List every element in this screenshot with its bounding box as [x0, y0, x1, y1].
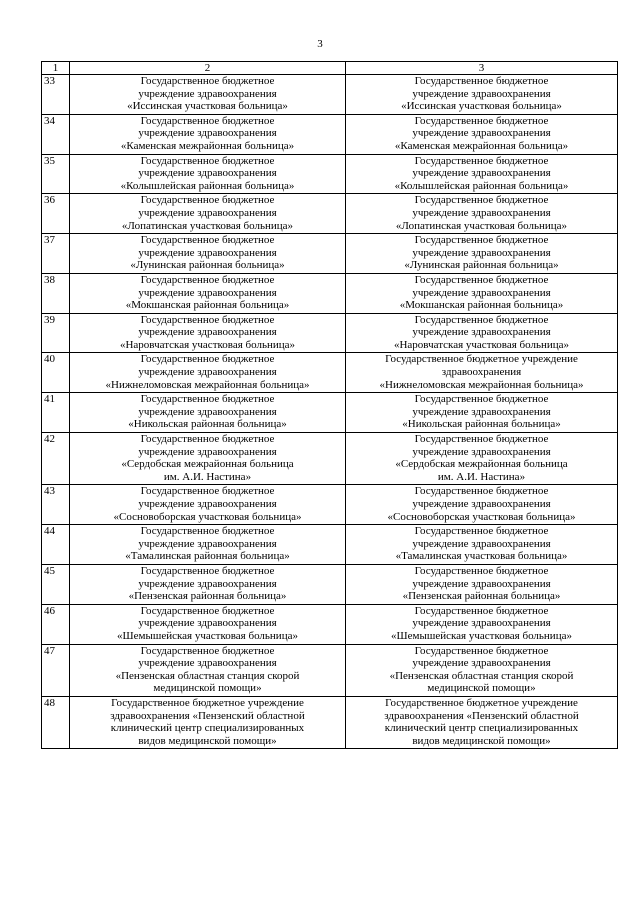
- institution-name-old: [70, 114, 346, 154]
- table-row: [42, 154, 618, 194]
- institution-name-line: клинический центр специализированных: [384, 722, 579, 735]
- institution-name-line: Государственное бюджетное: [414, 154, 549, 167]
- institution-name-line: Государственное бюджетное: [140, 433, 275, 446]
- institution-name-line: Государственное бюджетное: [140, 393, 275, 406]
- column-header-3: 3: [346, 62, 618, 75]
- institution-name-line: учреждение здравоохранения: [412, 326, 551, 339]
- institution-name-new: [346, 114, 618, 154]
- institutions-table: [41, 61, 618, 749]
- institution-name-line: Государственное бюджетное учреждение: [111, 696, 304, 709]
- institution-name-line: «Наровчатская участковая больница»: [393, 338, 570, 351]
- institution-name-line: «Мокшанская районная больница»: [399, 299, 564, 312]
- institution-name-old: [70, 393, 346, 433]
- institution-name-line: видов медицинской помощи»: [412, 734, 551, 747]
- institution-name-line: «Пензенская областная станция скорой: [389, 669, 574, 682]
- institution-name-new: [346, 75, 618, 115]
- institution-name-line: «Мокшанская районная больница»: [125, 299, 290, 312]
- table-row: [42, 485, 618, 525]
- table-row: [42, 353, 618, 393]
- table-row: [42, 696, 618, 748]
- institution-name-new: [346, 393, 618, 433]
- institution-name-line: учреждение здравоохранения: [138, 498, 277, 510]
- institution-name-line: Государственное бюджетное: [414, 194, 549, 207]
- institution-name-old: [70, 525, 346, 565]
- institution-name-line: учреждение здравоохранения: [412, 246, 551, 259]
- institution-name-line: здравоохранения «Пензенский областной: [384, 709, 579, 722]
- institution-name-line: медицинской помощи»: [153, 682, 262, 695]
- institution-name-line: «Лопатинская участковая больница»: [395, 219, 568, 232]
- institution-name-line: учреждение здравоохранения: [138, 366, 277, 379]
- institution-name-line: Государственное бюджетное: [140, 644, 275, 657]
- row-number: 36: [42, 194, 70, 234]
- column-header-1: 1: [42, 62, 70, 75]
- institution-name-line: учреждение здравоохранения: [412, 405, 551, 418]
- institution-name-line: «Иссинская участковая больница»: [127, 100, 288, 113]
- institution-name-old: [70, 564, 346, 604]
- table-header-row: [42, 62, 618, 75]
- institution-name-new: [346, 604, 618, 644]
- institution-name-line: Государственное бюджетное: [140, 525, 275, 538]
- institution-name-line: «Колышлейская районная больница»: [120, 179, 295, 192]
- institution-name-old: [70, 353, 346, 393]
- institution-name-line: Государственное бюджетное: [140, 273, 275, 286]
- institution-name-line: учреждение здравоохранения: [138, 87, 277, 100]
- institution-name-line: Государственное бюджетное: [140, 485, 275, 498]
- table-row: [42, 604, 618, 644]
- institution-name-new: [346, 154, 618, 194]
- institution-name-line: «Шемышейская участковая больница»: [391, 629, 572, 642]
- table-row: [42, 273, 618, 313]
- institution-name-line: «Лопатинская участковая больница»: [121, 219, 294, 232]
- institution-name-line: учреждение здравоохранения: [412, 657, 551, 670]
- institution-name-line: учреждение здравоохранения: [412, 537, 551, 550]
- institution-name-line: Государственное бюджетное: [140, 75, 275, 87]
- institution-name-line: «Тамалинская участковая больница»: [395, 550, 568, 563]
- row-number: 39: [42, 313, 70, 353]
- institution-name-line: учреждение здравоохранения: [412, 167, 551, 180]
- table-row: [42, 194, 618, 234]
- column-header-2: 2: [70, 62, 346, 75]
- institution-name-line: «Пензенская областная станция скорой: [115, 669, 300, 682]
- institution-name-line: учреждение здравоохранения: [412, 498, 551, 510]
- institution-name-line: «Никольская районная больница»: [128, 418, 287, 431]
- institution-name-line: «Колышлейская районная больница»: [394, 179, 569, 192]
- institution-name-line: Государственное бюджетное учреждение: [385, 353, 578, 366]
- institution-name-line: Государственное бюджетное: [414, 114, 549, 127]
- institution-name-line: «Пензенская районная больница»: [402, 590, 561, 603]
- institution-name-old: [70, 604, 346, 644]
- institution-name-line: здравоохранения «Пензенский областной: [110, 709, 305, 722]
- institution-name-line: «Нижнеломовская межрайонная больница»: [379, 378, 584, 391]
- table-row: [42, 393, 618, 433]
- institution-name-old: [70, 696, 346, 748]
- institution-name-line: Государственное бюджетное: [140, 154, 275, 167]
- institution-name-line: «Наровчатская участковая больница»: [119, 338, 296, 351]
- institution-name-line: «Нижнеломовская межрайонная больница»: [105, 378, 310, 391]
- row-number: 34: [42, 114, 70, 154]
- institution-name-line: учреждение здравоохранения: [412, 87, 551, 100]
- institution-name-new: [346, 433, 618, 485]
- table-row: [42, 114, 618, 154]
- institution-name-new: [346, 525, 618, 565]
- institution-name-line: Государственное бюджетное: [414, 525, 549, 538]
- institution-name-old: [70, 485, 346, 525]
- institution-name-new: [346, 696, 618, 748]
- institution-name-line: учреждение здравоохранения: [138, 445, 277, 458]
- institution-name-line: Государственное бюджетное: [414, 485, 549, 498]
- institution-name-line: учреждение здравоохранения: [138, 286, 277, 299]
- institution-name-old: [70, 234, 346, 274]
- institution-name-line: «Лунинская районная больница»: [130, 259, 285, 272]
- institution-name-line: «Тамалинская районная больница»: [125, 550, 290, 563]
- table-row: [42, 234, 618, 274]
- institution-name-old: [70, 644, 346, 696]
- institution-name-line: учреждение здравоохранения: [138, 657, 277, 670]
- row-number: 46: [42, 604, 70, 644]
- page-number: 3: [317, 38, 323, 50]
- institution-name-line: Государственное бюджетное: [414, 234, 549, 247]
- table-row: [42, 313, 618, 353]
- row-number: 47: [42, 644, 70, 696]
- institution-name-line: Государственное бюджетное: [414, 273, 549, 286]
- institution-name-line: им. А.И. Настина»: [437, 470, 526, 483]
- institution-name-line: «Сосновоборская участковая больница»: [387, 510, 576, 523]
- institution-name-line: учреждение здравоохранения: [138, 167, 277, 180]
- institution-name-line: Государственное бюджетное: [414, 433, 549, 446]
- institution-name-new: [346, 644, 618, 696]
- institution-name-line: медицинской помощи»: [427, 682, 536, 695]
- table-row: [42, 564, 618, 604]
- institution-name-line: учреждение здравоохранения: [138, 577, 277, 590]
- institution-name-line: учреждение здравоохранения: [412, 617, 551, 630]
- institution-name-line: «Сердобская межрайонная больница: [395, 458, 568, 471]
- institution-name-line: учреждение здравоохранения: [412, 127, 551, 140]
- institution-name-line: Государственное бюджетное: [414, 604, 549, 617]
- institution-name-line: «Сосновоборская участковая больница»: [113, 510, 302, 523]
- row-number: 45: [42, 564, 70, 604]
- institution-name-line: «Иссинская участковая больница»: [401, 100, 562, 113]
- institution-name-line: Государственное бюджетное: [140, 114, 275, 127]
- institution-name-new: [346, 353, 618, 393]
- row-number: 33: [42, 75, 70, 115]
- row-number: 43: [42, 485, 70, 525]
- institution-name-line: Государственное бюджетное: [414, 313, 549, 326]
- institution-name-line: учреждение здравоохранения: [138, 326, 277, 339]
- institution-name-line: учреждение здравоохранения: [138, 246, 277, 259]
- institution-name-old: [70, 154, 346, 194]
- institution-name-line: «Каменская межрайонная больница»: [120, 139, 295, 152]
- row-number: 44: [42, 525, 70, 565]
- institution-name-line: Государственное бюджетное: [140, 234, 275, 247]
- institution-name-old: [70, 433, 346, 485]
- institution-name-line: «Шемышейская участковая больница»: [117, 629, 298, 642]
- institution-name-new: [346, 313, 618, 353]
- institution-name-line: учреждение здравоохранения: [412, 286, 551, 299]
- row-number: 35: [42, 154, 70, 194]
- institution-name-new: [346, 564, 618, 604]
- institution-name-line: «Лунинская районная больница»: [404, 259, 559, 272]
- institution-name-line: Государственное бюджетное: [140, 194, 275, 207]
- institution-name-line: здравоохранения: [441, 366, 522, 379]
- institution-name-line: учреждение здравоохранения: [138, 537, 277, 550]
- institution-name-line: «Каменская межрайонная больница»: [394, 139, 569, 152]
- institution-name-line: Государственное бюджетное: [140, 564, 275, 577]
- institution-name-line: им. А.И. Настина»: [163, 470, 252, 483]
- table-row: [42, 75, 618, 115]
- table-row: [42, 525, 618, 565]
- institution-name-old: [70, 194, 346, 234]
- institution-name-line: учреждение здравоохранения: [138, 206, 277, 219]
- institution-name-line: «Пензенская районная больница»: [128, 590, 287, 603]
- institution-name-line: Государственное бюджетное: [414, 564, 549, 577]
- institution-name-line: «Никольская районная больница»: [402, 418, 561, 431]
- institution-name-line: видов медицинской помощи»: [138, 734, 277, 747]
- institution-name-line: учреждение здравоохранения: [412, 206, 551, 219]
- institution-name-line: Государственное бюджетное: [140, 353, 275, 366]
- institution-name-old: [70, 75, 346, 115]
- row-number: 38: [42, 273, 70, 313]
- institution-name-old: [70, 273, 346, 313]
- institution-name-line: учреждение здравоохранения: [412, 445, 551, 458]
- row-number: 48: [42, 696, 70, 748]
- institution-name-line: учреждение здравоохранения: [138, 405, 277, 418]
- institution-name-line: Государственное бюджетное учреждение: [385, 696, 578, 709]
- institution-name-line: учреждение здравоохранения: [138, 127, 277, 140]
- institution-name-line: «Сердобская межрайонная больница: [121, 458, 294, 471]
- institution-name-line: Государственное бюджетное: [140, 313, 275, 326]
- institution-name-line: учреждение здравоохранения: [138, 617, 277, 630]
- institution-name-new: [346, 273, 618, 313]
- institution-name-new: [346, 234, 618, 274]
- institution-name-line: Государственное бюджетное: [414, 75, 549, 87]
- institution-name-line: клинический центр специализированных: [110, 722, 305, 735]
- institution-name-line: Государственное бюджетное: [414, 644, 549, 657]
- row-number: 37: [42, 234, 70, 274]
- row-number: 41: [42, 393, 70, 433]
- table-row: [42, 644, 618, 696]
- table-row: [42, 433, 618, 485]
- institution-name-line: учреждение здравоохранения: [412, 577, 551, 590]
- institution-name-new: [346, 194, 618, 234]
- institution-name-new: [346, 485, 618, 525]
- institution-name-line: Государственное бюджетное: [414, 393, 549, 406]
- institution-name-old: [70, 313, 346, 353]
- row-number: 40: [42, 353, 70, 393]
- row-number: 42: [42, 433, 70, 485]
- institution-name-line: Государственное бюджетное: [140, 604, 275, 617]
